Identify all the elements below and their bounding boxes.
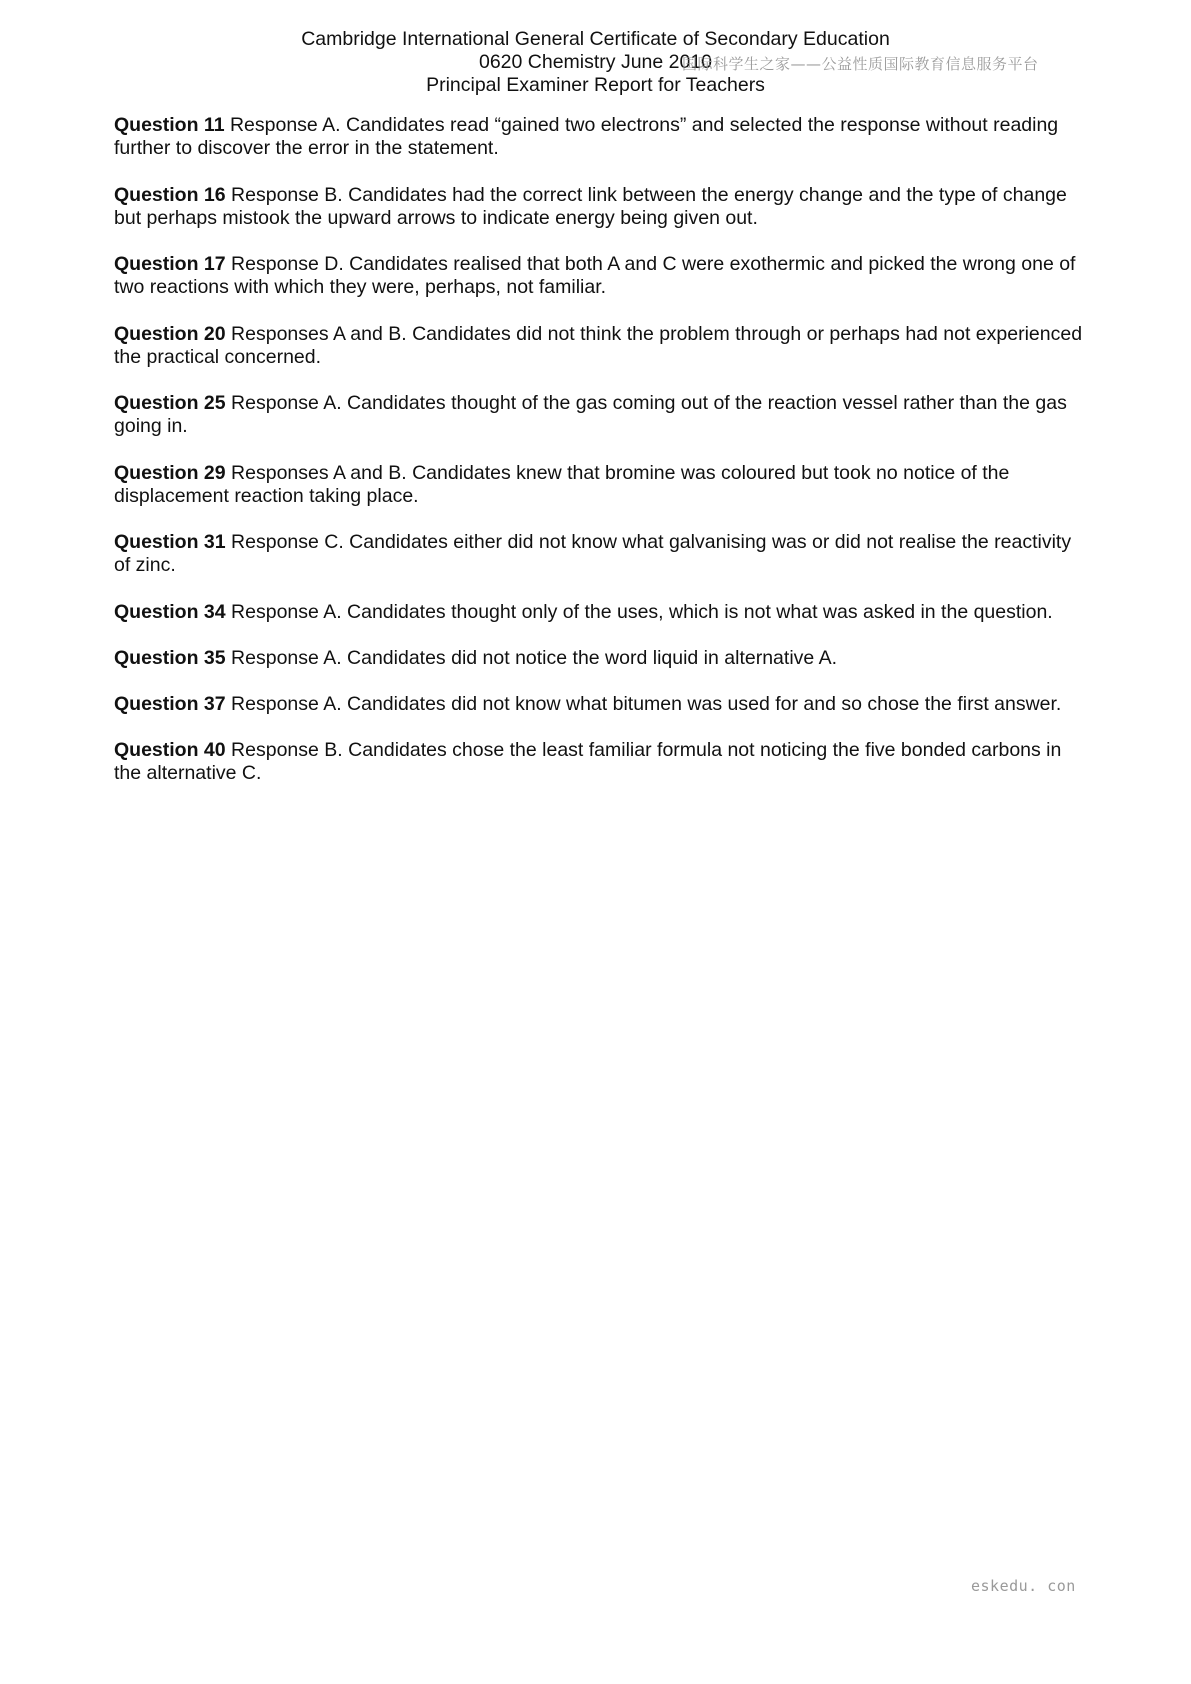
question-comment: Response A. Candidates did not know what bitumen was used for and so chose the first answer. [225, 692, 1062, 715]
question-label: Question 11 [114, 114, 225, 136]
question-item [114, 392, 1084, 439]
question-item [114, 601, 1084, 624]
question-comment: Response B. Candidates had the correct link between the energy change and the type of change but perhaps mistook the upward arrows to indicate energy being given out. [114, 183, 1067, 229]
question-label: Question 31 [114, 531, 226, 553]
question-comment: Response A. Candidates thought of the gas coming out of the reaction vessel rather than the gas going in. [114, 392, 1067, 438]
question-item [114, 739, 1084, 786]
question-comment: Response A. Candidates thought only of the uses, which is not what was asked in the question. [225, 600, 1053, 623]
question-label: Question 20 [114, 322, 226, 345]
header-report-type: Principal Examiner Report for Teachers [426, 74, 765, 96]
question-comment: Response D. Candidates realised that both A and C were exothermic and picked the wrong one of two reactions with which they were, perhaps, not familiar. [114, 253, 1076, 299]
question-item [114, 531, 1084, 578]
question-item [114, 114, 1084, 161]
question-label: Question 37 [114, 692, 226, 715]
question-label: Question 25 [114, 392, 226, 414]
question-comment: Responses A and B. Candidates did not think the problem through or perhaps had not experienced the practical concerned. [114, 322, 1083, 368]
question-comment: Response B. Candidates chose the least familiar formula not noticing the five bonded carbons in the alternative C. [114, 738, 1062, 785]
question-item [114, 462, 1084, 509]
question-comment: Response A. Candidates did not notice the word liquid in alternative A. [225, 646, 838, 669]
report-body [114, 114, 1084, 808]
question-comment: Responses A and B. Candidates knew that bromine was coloured but took no notice of the displacement reaction taking place. [114, 461, 1010, 507]
question-comment: Response A. Candidates read “gained two electrons” and selected the response without reading further to discover the error in the statement. [114, 114, 1059, 160]
question-item [114, 253, 1084, 300]
question-item [114, 647, 1084, 670]
question-label: Question 40 [114, 738, 226, 761]
question-label: Question 16 [114, 183, 226, 206]
header-title: Cambridge International General Certificate of Secondary Education [301, 28, 890, 50]
question-label: Question 17 [114, 253, 226, 275]
footer-watermark: eskedu. con [971, 1577, 1076, 1595]
question-item [114, 323, 1084, 370]
question-item [114, 693, 1084, 716]
question-label: Question 29 [114, 461, 226, 484]
question-comment: Response C. Candidates either did not know what galvanising was or did not realise the reactivity of zinc. [114, 531, 1072, 577]
header-subject: 0620 Chemistry June 2010 [478, 51, 713, 73]
question-item [114, 184, 1084, 231]
question-label: Question 35 [114, 646, 226, 669]
watermark-text: 国际科学生之家——公益性质国际教育信息服务平台 [682, 55, 1039, 73]
question-label: Question 34 [114, 600, 226, 623]
